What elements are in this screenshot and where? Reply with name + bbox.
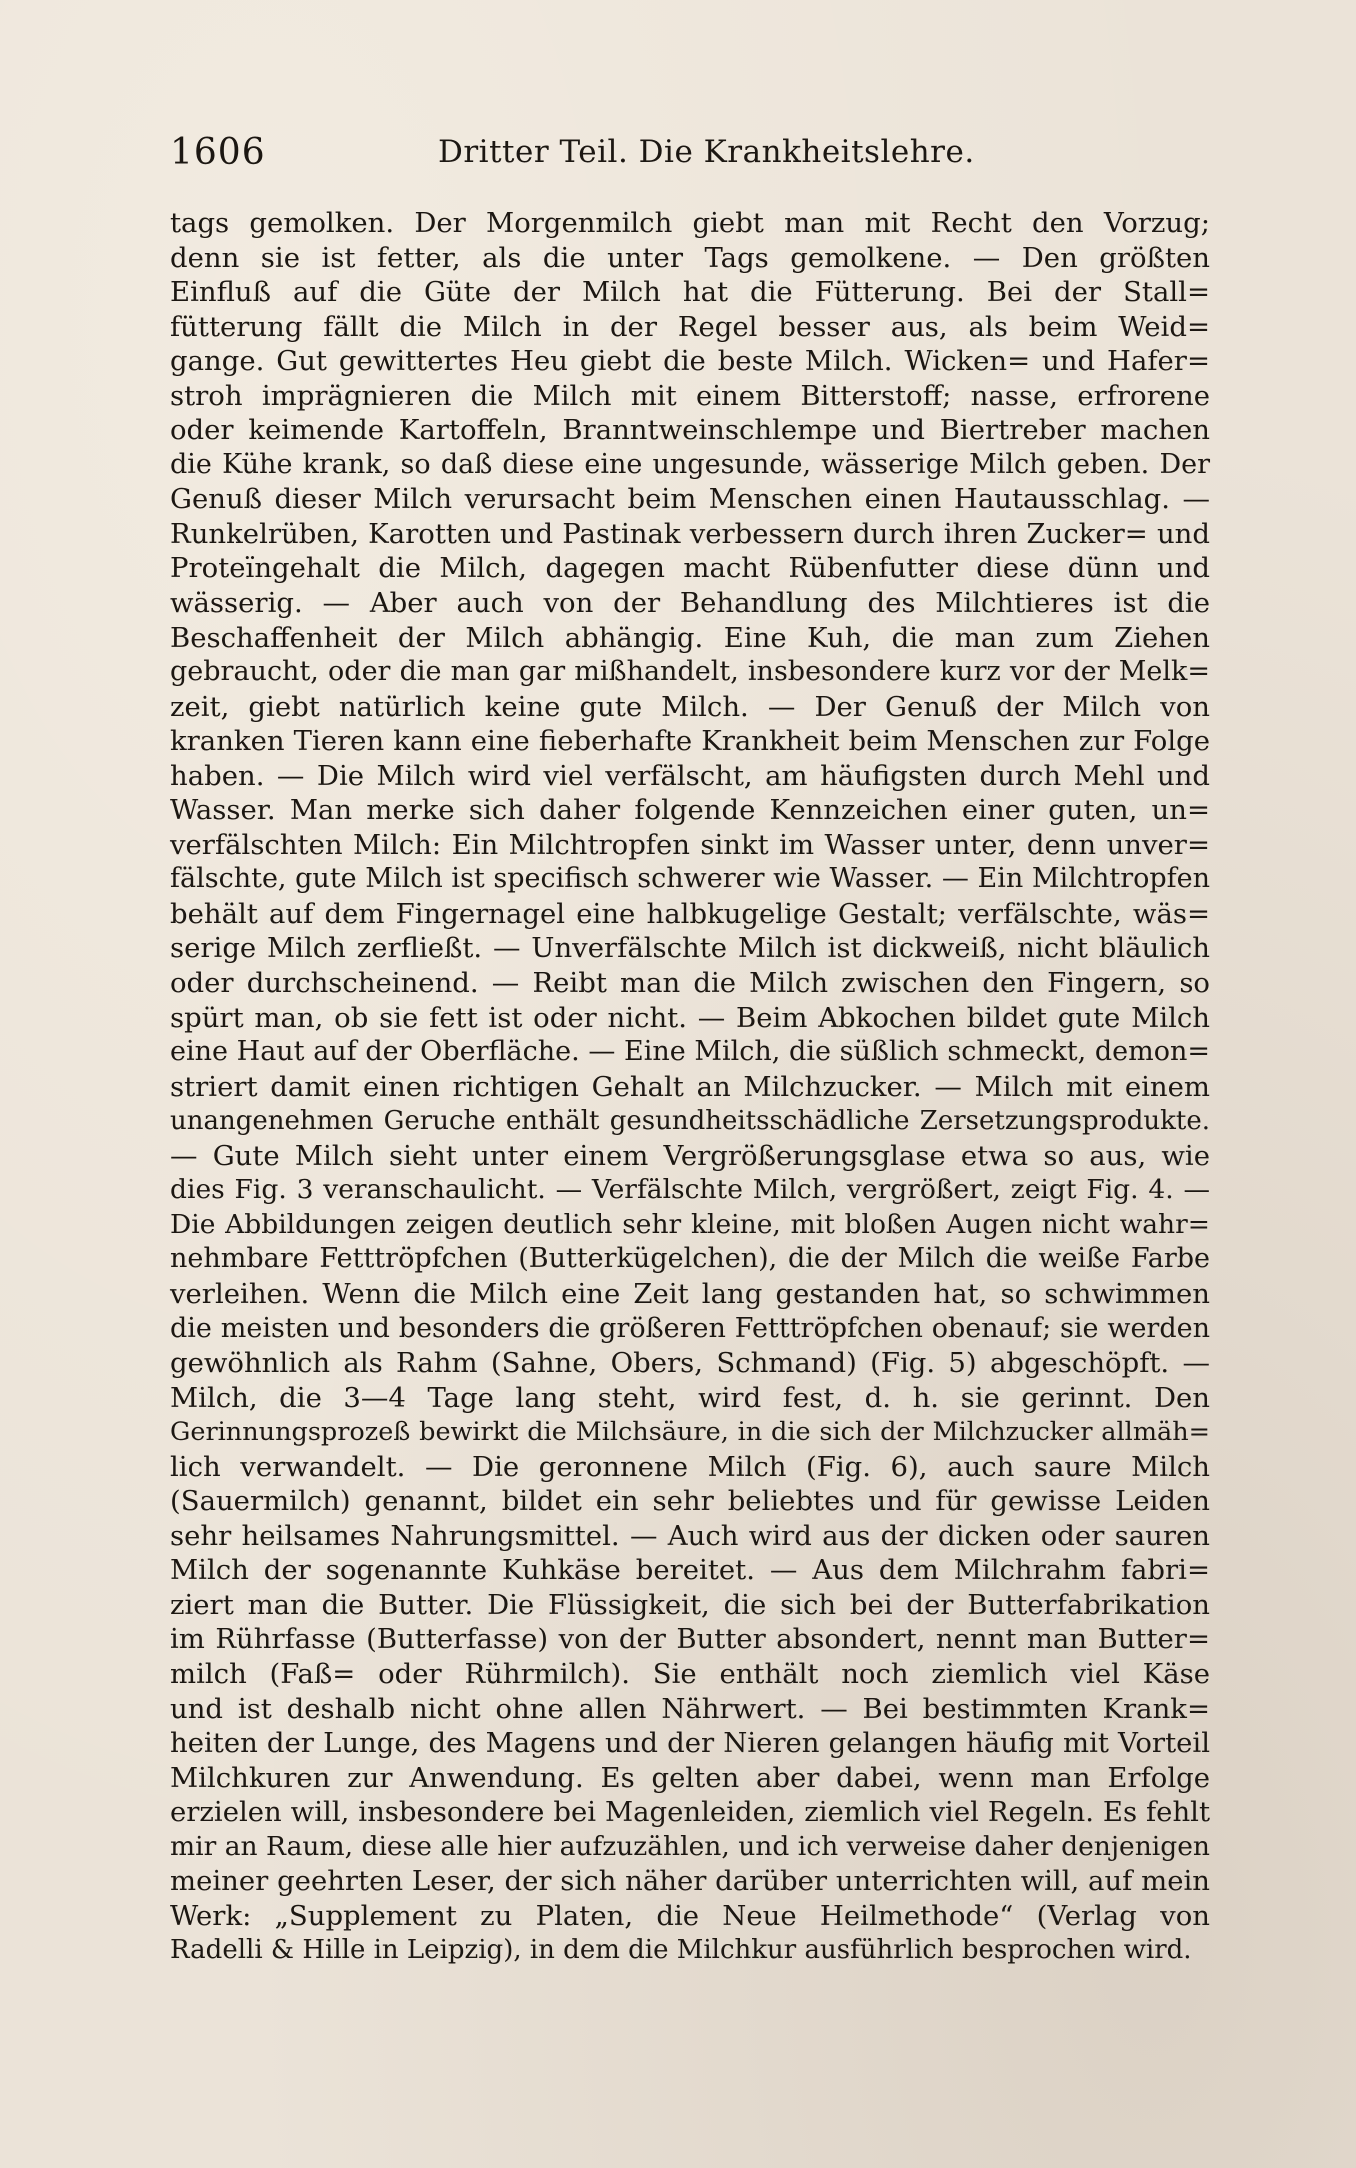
text-line: Beschaffenheit der Milch abhängig. Eine Kuh, die man zum Ziehen <box>170 621 1210 654</box>
text-line: milch (Faß= oder Rührmilch). Sie enthält noch ziemlich viel Käse <box>170 1657 1210 1690</box>
text-line: zeit, giebt natürlich keine gute Milch. — Der Genuß der Milch von <box>170 690 1210 723</box>
text-line: Runkelrüben, Karotten und Pastinak verbessern durch ihren Zucker= und <box>170 517 1210 550</box>
text-line: stroh imprägnieren die Milch mit einem Bitterstoff; nasse, erfrorene <box>170 379 1210 412</box>
text-line: spürt man, ob sie fett ist oder nicht. — Beim Abkochen bildet gute Milch <box>170 1001 1210 1034</box>
text-line: Die Abbildungen zeigen deutlich sehr kleine, mit bloßen Augen nicht wahr= <box>170 1208 1210 1240</box>
text-line: tags gemolken. Der Morgenmilch giebt man mit Recht den Vorzug; <box>170 207 1210 239</box>
text-line: und ist deshalb nicht ohne allen Nährwert. — Bei bestimmten Krank= <box>170 1692 1210 1725</box>
text-line: meiner geehrten Leser, der sich näher darüber unterrichten will, auf mein <box>170 1865 1210 1898</box>
text-line: behält auf dem Fingernagel eine halbkugelige Gestalt; verfälschte, wäs= <box>170 897 1210 930</box>
text-line: striert damit einen richtigen Gehalt an Milchzucker. — Milch mit einem <box>170 1070 1210 1103</box>
text-line: heiten der Lunge, des Magens und der Nieren gelangen häufig mit Vorteil <box>170 1727 1210 1760</box>
text-line: Wasser. Man merke sich daher folgende Kennzeichen einer guten, un= <box>170 794 1210 827</box>
running-head: Dritter Teil. Die Krankheitslehre. <box>438 134 975 170</box>
text-line: Radelli & Hille in Leipzig), in dem die Milchkur ausführlich besprochen wird. <box>170 1935 1192 1966</box>
body-text <box>170 206 1210 1986</box>
text-line: im Rührfasse (Butterfasse) von der Butter absondert, nennt man Butter= <box>170 1623 1210 1656</box>
text-line: die meisten und besonders die größeren Fetttröpfchen obenauf; sie werden <box>170 1312 1210 1344</box>
text-line: Einfluß auf die Güte der Milch hat die Fütterung. Bei der Stall= <box>170 276 1210 309</box>
text-line: serige Milch zerfließt. — Unverfälschte Milch ist dickweiß, nicht bläulich <box>170 932 1210 965</box>
text-line: erzielen will, insbesondere bei Magenleiden, ziemlich viel Regeln. Es fehlt <box>170 1796 1210 1829</box>
text-line: verleihen. Wenn die Milch eine Zeit lang gestanden hat, so schwimmen <box>170 1277 1210 1310</box>
text-line: sehr heilsames Nahrungsmittel. — Auch wird aus der dicken oder sauren <box>170 1519 1210 1552</box>
text-line: haben. — Die Milch wird viel verfälscht, am häufigsten durch Mehl und <box>170 759 1210 792</box>
text-line: Werk: „Supplement zu Platen, die Neue Heilmethode“ (Verlag von <box>170 1899 1210 1932</box>
text-line: nehmbare Fetttröpfchen (Butterkügelchen), die der Milch die weiße Farbe <box>170 1243 1210 1275</box>
text-line: Milch der sogenannte Kuhkäse bereitet. — Aus dem Milchrahm fabri= <box>170 1554 1210 1587</box>
page-header <box>170 128 1210 178</box>
text-line: Milchkuren zur Anwendung. Es gelten aber dabei, wenn man Erfolge <box>170 1761 1210 1794</box>
text-line: kranken Tieren kann eine fieberhafte Krankheit beim Menschen zur Folge <box>170 725 1210 758</box>
text-line: Genuß dieser Milch verursacht beim Menschen einen Hautausschlag. — <box>170 483 1210 516</box>
text-line: lich verwandelt. — Die geronnene Milch (Fig. 6), auch saure Milch <box>170 1450 1210 1483</box>
text-line: Milch, die 3—4 Tage lang steht, wird fest, d. h. sie gerinnt. Den <box>170 1381 1210 1414</box>
text-line: oder durchscheinend. — Reibt man die Milch zwischen den Fingern, so <box>170 967 1210 1000</box>
text-line: mir an Raum, diese alle hier aufzuzählen, und ich verweise daher denjenigen <box>170 1830 1210 1862</box>
page-number: 1606 <box>170 132 266 173</box>
text-line: gewöhnlich als Rahm (Sahne, Obers, Schmand) (Fig. 5) abgeschöpft. — <box>170 1347 1210 1380</box>
text-line: oder keimende Kartoffeln, Branntweinschlempe und Biertreber machen <box>170 414 1210 447</box>
text-line: verfälschten Milch: Ein Milchtropfen sinkt im Wasser unter, denn unver= <box>170 828 1210 861</box>
text-line: gebraucht, oder die man gar mißhandelt, insbesondere kurz vor der Melk= <box>170 656 1210 688</box>
text-line: die Kühe krank, so daß diese eine ungesunde, wässerige Milch geben. Der <box>170 448 1210 480</box>
text-line: unangenehmen Geruche enthält gesundheitsschädliche Zersetzungsprodukte. <box>170 1106 1210 1137</box>
text-line: denn sie ist fetter, als die unter Tags gemolkene. — Den größten <box>170 241 1210 274</box>
text-line: Proteïngehalt die Milch, dagegen macht Rübenfutter diese dünn und <box>170 552 1210 585</box>
text-line: — Gute Milch sieht unter einem Vergrößerungsglase etwa so aus, wie <box>170 1139 1210 1172</box>
text-line: ziert man die Butter. Die Flüssigkeit, die sich bei der Butterfabrikation <box>170 1588 1210 1621</box>
text-line: Gerinnungsprozeß bewirkt die Milchsäure, in die sich der Milchzucker allmäh= <box>170 1417 1210 1448</box>
text-line: gange. Gut gewittertes Heu giebt die beste Milch. Wicken= und Hafer= <box>170 345 1210 378</box>
text-line: fälschte, gute Milch ist specifisch schwerer wie Wasser. — Ein Milchtropfen <box>170 863 1210 895</box>
text-line: fütterung fällt die Milch in der Regel besser aus, als beim Weid= <box>170 310 1210 343</box>
text-line: eine Haut auf der Oberfläche. — Eine Milch, die süßlich schmeckt, demon= <box>170 1036 1210 1068</box>
text-line: (Sauermilch) genannt, bildet ein sehr beliebtes und für gewisse Leiden <box>170 1485 1210 1518</box>
text-line: dies Fig. 3 veranschaulicht. — Verfälschte Milch, vergrößert, zeigt Fig. 4. — <box>170 1174 1210 1206</box>
text-line: wässerig. — Aber auch von der Behandlung des Milchtieres ist die <box>170 587 1210 620</box>
